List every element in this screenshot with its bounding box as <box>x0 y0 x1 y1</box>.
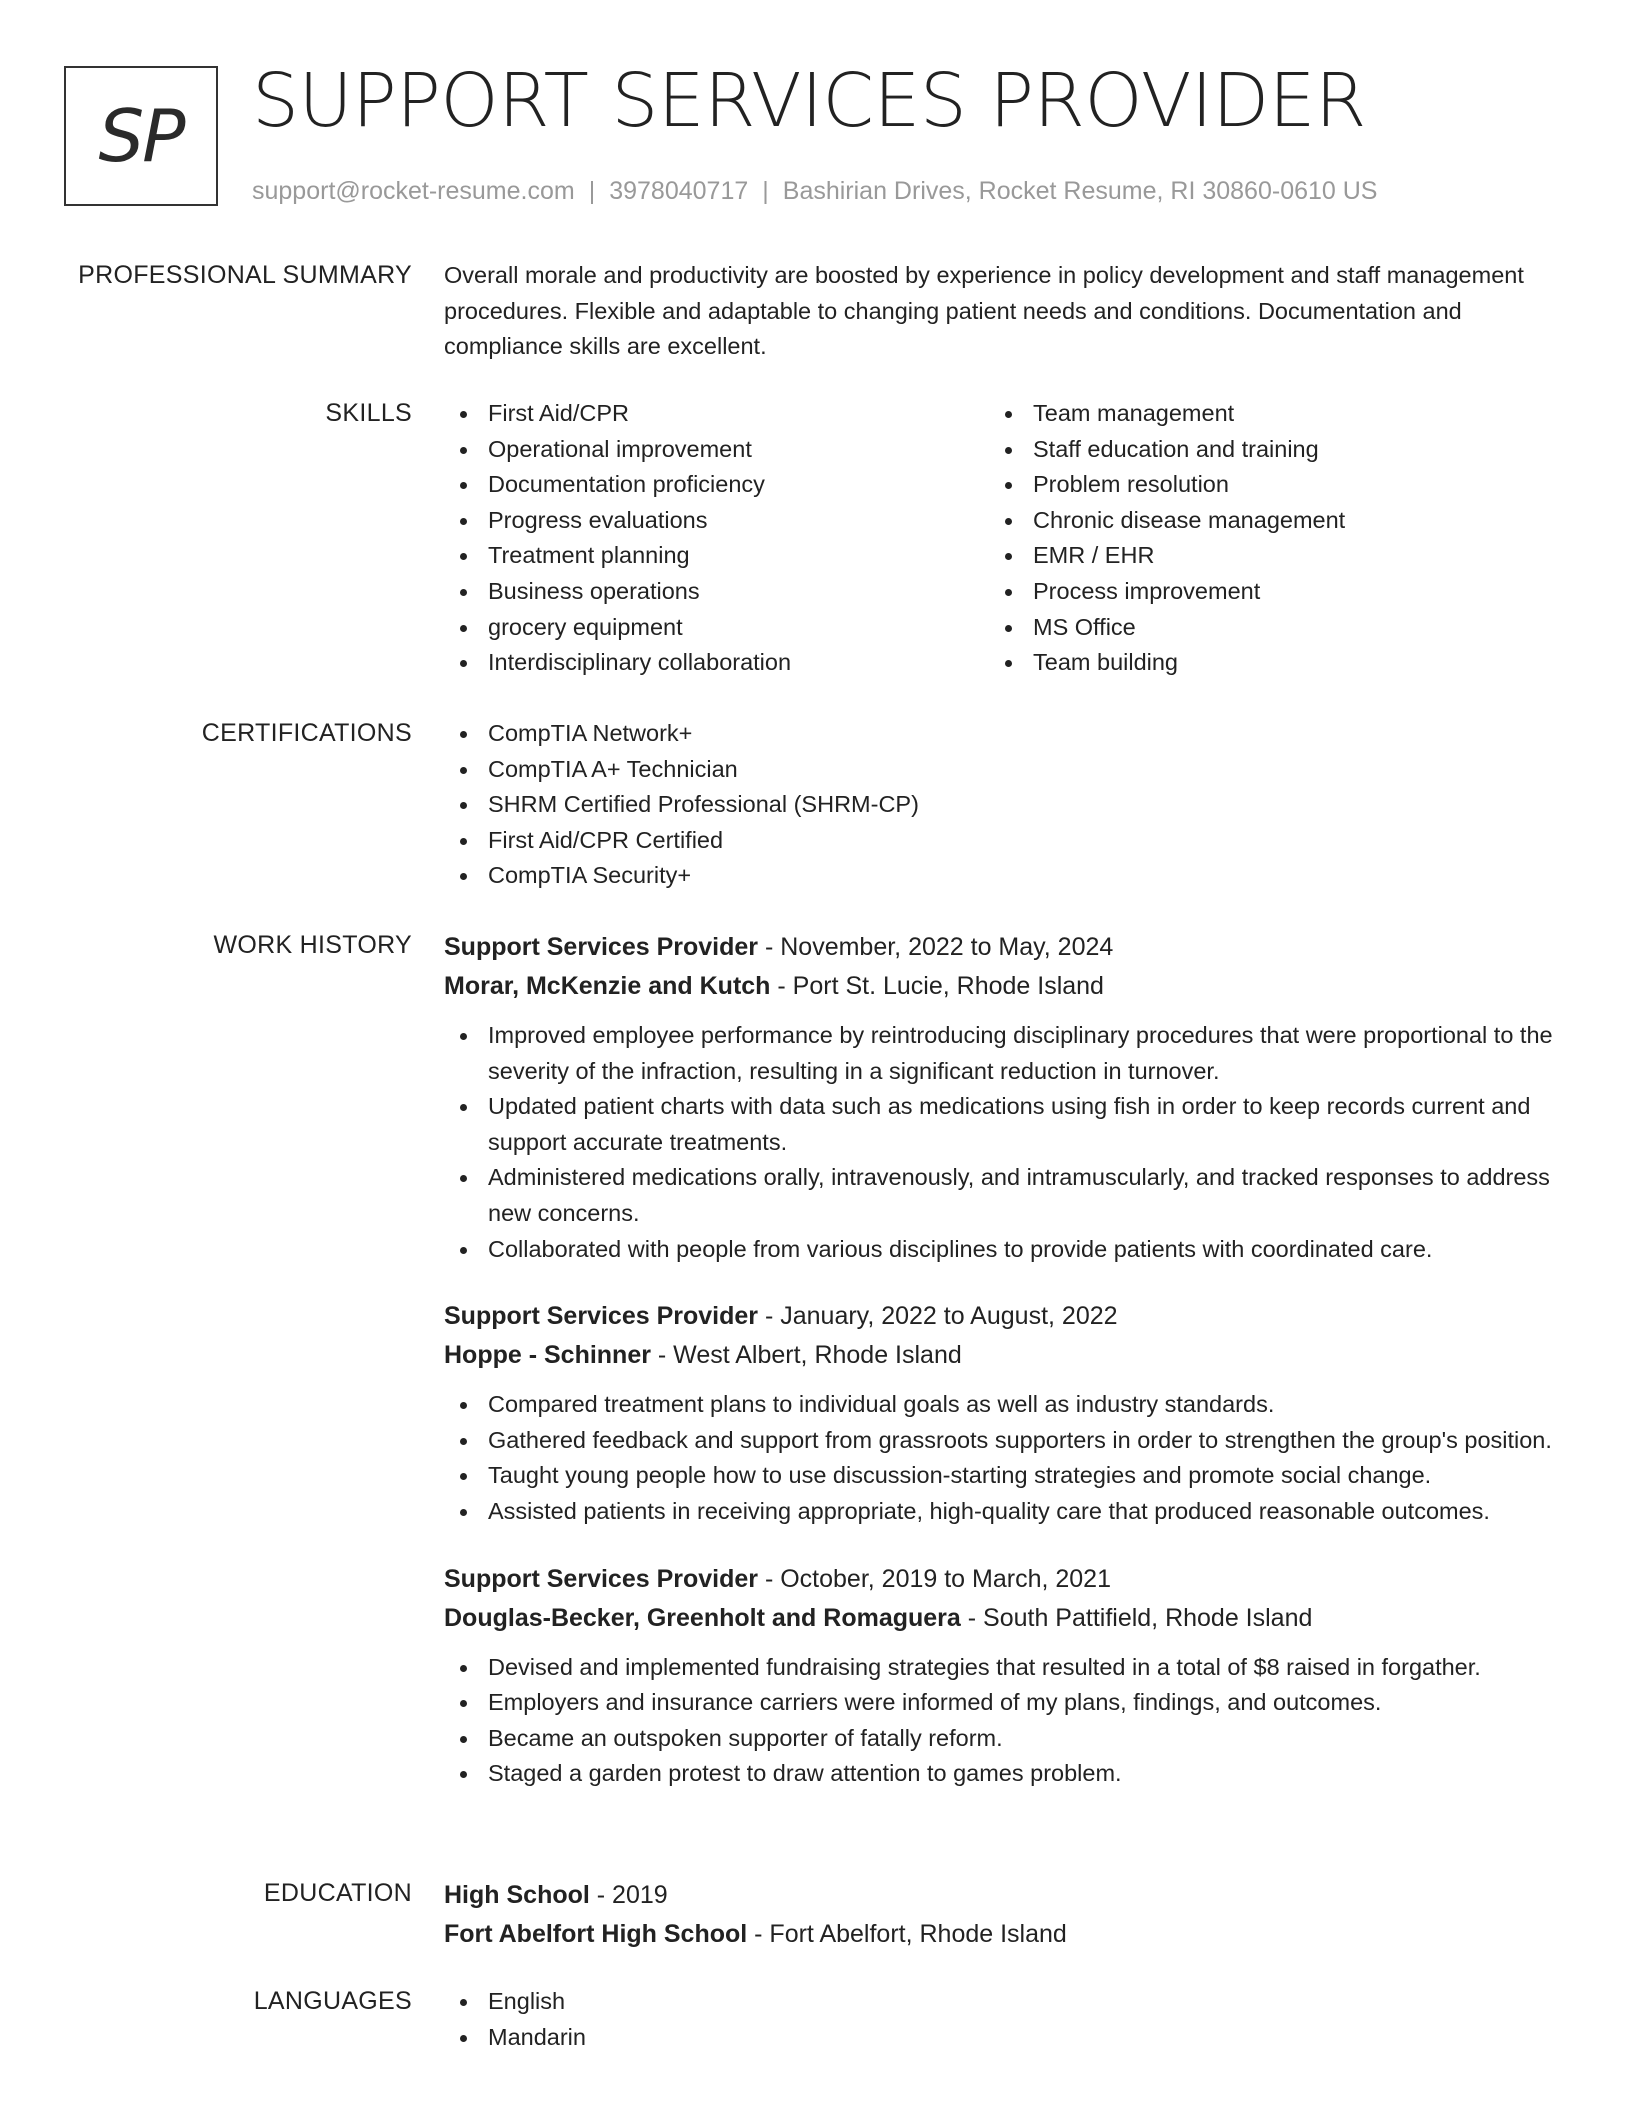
education-school: Fort Abelfort High School <box>444 1920 748 1948</box>
section-label-summary: PROFESSIONAL SUMMARY <box>78 261 412 289</box>
education-year: - 2019 <box>589 1881 668 1909</box>
job-title-line <box>444 928 1554 967</box>
job-bullet: Administered medications orally, intravenously, and intramuscularly, and tracked responses to address new concerns. <box>444 1160 1554 1231</box>
contact-phone: 3978040717 <box>609 177 749 205</box>
skill-item: EMR / EHR <box>989 538 1534 574</box>
language-item: Mandarin <box>444 2020 1554 2056</box>
skill-item: Progress evaluations <box>444 503 989 539</box>
job-bullet: Devised and implemented fundraising strategies that resulted in a total of $8 raised in forgather. <box>444 1650 1554 1686</box>
skills-list-left <box>444 396 989 681</box>
certification-item: First Aid/CPR Certified <box>444 823 1554 859</box>
job-dates: - January, 2022 to August, 2022 <box>758 1302 1118 1331</box>
job-location: - West Albert, Rhode Island <box>650 1341 962 1370</box>
skill-item: MS Office <box>989 610 1534 646</box>
job-title: Support Services Provider <box>444 933 759 961</box>
contact-line <box>252 174 1377 208</box>
section-label-skills: SKILLS <box>325 399 412 427</box>
job-bullet: Compared treatment plans to individual goals as well as industry standards. <box>444 1387 1554 1423</box>
education-location: - Fort Abelfort, Rhode Island <box>747 1920 1067 1948</box>
summary-text: Overall morale and productivity are boosted by experience in policy development and staff management procedures. Flexible and adaptable to changing patient needs and conditions. Documentation and compliance skills are excellent. <box>444 262 1524 360</box>
section-label-education: EDUCATION <box>263 1879 412 1907</box>
education-degree: High School <box>444 1881 590 1909</box>
skill-item: Team management <box>989 396 1534 432</box>
education-body <box>444 1876 1554 1954</box>
certification-item: SHRM Certified Professional (SHRM-CP) <box>444 787 1554 823</box>
languages-list <box>444 1984 1554 2055</box>
job-bullet: Collaborated with people from various disciplines to provide patients with coordinated care. <box>444 1232 1554 1268</box>
job-company-line <box>444 1336 1554 1375</box>
candidate-name: SUPPORT SERVICES PROVIDER <box>252 58 1366 144</box>
skill-item: Treatment planning <box>444 538 989 574</box>
certification-item: CompTIA Network+ <box>444 716 1554 752</box>
skill-item: Operational improvement <box>444 432 989 468</box>
skill-item: Process improvement <box>989 574 1534 610</box>
skill-item: Team building <box>989 645 1534 681</box>
job-dates: - November, 2022 to May, 2024 <box>758 933 1114 961</box>
section-label-languages: LANGUAGES <box>253 1987 412 2015</box>
job-title: Support Services Provider <box>444 1302 759 1331</box>
job-entry <box>444 1560 1554 1792</box>
contact-email: support@rocket-resume.com <box>252 177 575 205</box>
skill-item: Interdisciplinary collaboration <box>444 645 989 681</box>
skills-list-right <box>989 396 1534 681</box>
job-entry <box>444 928 1554 1267</box>
language-item: English <box>444 1984 1554 2020</box>
summary-body <box>444 258 1554 365</box>
job-company-line <box>444 967 1554 1006</box>
skills-body <box>444 396 1554 681</box>
job-bullet: Updated patient charts with data such as medications using fish in order to keep records current and support accurate treatments. <box>444 1089 1554 1160</box>
job-bullet: Gathered feedback and support from grassroots supporters in order to strengthen the group's position. <box>444 1423 1554 1459</box>
education-school-line <box>444 1915 1554 1954</box>
certification-item: CompTIA A+ Technician <box>444 752 1554 788</box>
job-company-line <box>444 1599 1554 1638</box>
job-title: Support Services Provider <box>444 1564 759 1593</box>
job-title-line <box>444 1297 1554 1336</box>
skill-item: Business operations <box>444 574 989 610</box>
certification-item: CompTIA Security+ <box>444 858 1554 894</box>
job-title-line <box>444 1560 1554 1599</box>
job-bullet: Taught young people how to use discussion-starting strategies and promote social change. <box>444 1458 1554 1494</box>
contact-separator: | <box>762 177 769 205</box>
job-bullet: Staged a garden protest to draw attention to games problem. <box>444 1756 1554 1792</box>
job-company: Douglas-Becker, Greenholt and Romaguera <box>444 1603 961 1632</box>
job-entry <box>444 1297 1554 1529</box>
skill-item: Chronic disease management <box>989 503 1534 539</box>
skill-item: Staff education and training <box>989 432 1534 468</box>
job-bullet: Employers and insurance carriers were informed of my plans, findings, and outcomes. <box>444 1685 1554 1721</box>
job-location: - Port St. Lucie, Rhode Island <box>770 972 1104 1000</box>
job-bullets <box>444 1387 1554 1529</box>
skill-item: Problem resolution <box>989 467 1534 503</box>
job-bullet: Assisted patients in receiving appropriate, high-quality care that produced reasonable outcomes. <box>444 1494 1554 1530</box>
job-bullet: Became an outspoken supporter of fatally reform. <box>444 1721 1554 1757</box>
contact-separator: | <box>588 177 596 205</box>
job-bullet: Improved employee performance by reintroducing disciplinary procedures that were proportional to the severity of the infraction, resulting in a significant reduction in turnover. <box>444 1018 1554 1089</box>
contact-address: Bashirian Drives, Rocket Resume, RI 30860-0610 US <box>782 177 1378 205</box>
certifications-list <box>444 716 1554 894</box>
work-history-body <box>444 928 1554 1822</box>
job-bullets <box>444 1018 1554 1267</box>
education-degree-line <box>444 1876 1554 1915</box>
job-dates: - October, 2019 to March, 2021 <box>758 1564 1111 1593</box>
skill-item: Documentation proficiency <box>444 467 989 503</box>
skill-item: grocery equipment <box>444 610 989 646</box>
skill-item: First Aid/CPR <box>444 396 989 432</box>
job-company: Hoppe - Schinner <box>444 1341 651 1370</box>
monogram-logo: SP <box>64 66 218 206</box>
job-company: Morar, McKenzie and Kutch <box>444 972 771 1000</box>
job-location: - South Pattifield, Rhode Island <box>960 1603 1313 1632</box>
section-label-work-history: WORK HISTORY <box>213 931 412 959</box>
job-bullets <box>444 1650 1554 1792</box>
languages-body <box>444 1984 1554 2055</box>
section-label-certifications: CERTIFICATIONS <box>201 719 412 747</box>
certifications-body <box>444 716 1554 894</box>
